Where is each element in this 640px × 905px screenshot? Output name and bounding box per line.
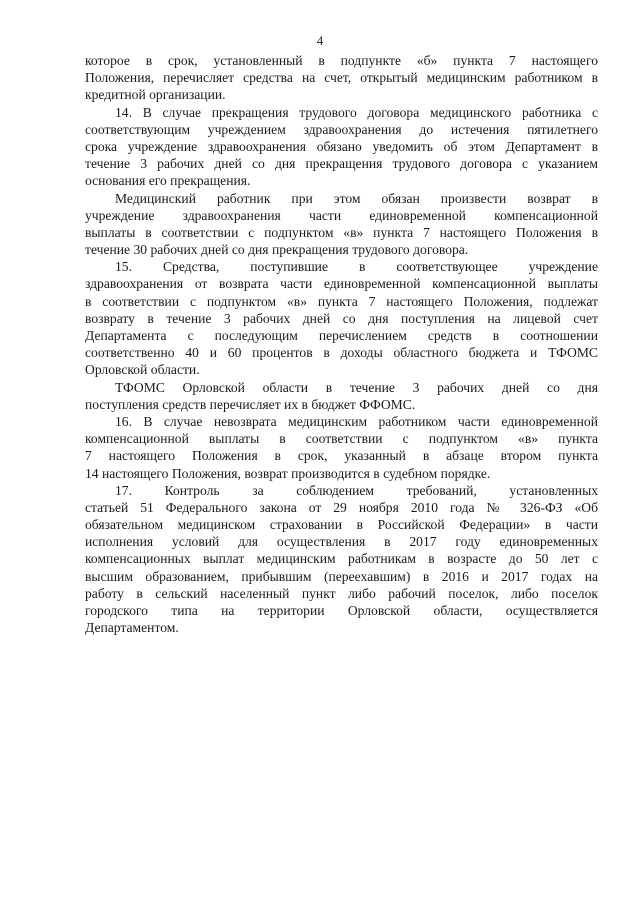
text-line: в соответствии с подпунктом «в» пункта 7 настоящего Положения, подлежат [85,293,598,309]
paragraph-tfoms [85,379,598,413]
text-line: высшим образованием, прибывшим (переехавшим) в 2016 и 2017 годах на [85,568,598,584]
text-line: 17. Контроль за соблюдением требований, установленных [115,482,598,498]
text-line: городского типа на территории Орловской области, осуществляется [85,603,598,618]
text-line: возврату в течение 3 рабочих дней со дня поступления на лицевой счет [85,310,598,326]
text-line: Медицинский работник при этом обязан произвести возврат в [115,190,598,206]
text-line: Департамента с последующим перечислением средств в соотношении [85,328,598,343]
paragraph-return-obligation [85,190,598,259]
paragraph-14 [85,104,598,190]
text-line: Орловской области. [85,362,200,378]
text-line: срока учреждение здравоохранения обязано уведомить об этом Департамент в [85,138,598,154]
text-line: соответствующим учреждением здравоохранения до истечения пятилетнего [85,121,598,137]
text-line: 14. В случае прекращения трудового договора медицинского работника с [115,104,598,120]
text-line: поступления средств перечисляет их в бюджет ФФОМС. [85,396,416,412]
document-body [85,52,598,636]
text-line: компенсационных выплат медицинским работникам в возрасте до 50 лет с [85,551,598,567]
text-line: соответственно 40 и 60 процентов в доходы областного бюджета и ТФОМС [85,345,598,361]
page-number: 4 [316,33,324,48]
paragraph-17 [85,482,598,637]
text-line: кредитной организации. [85,87,226,103]
paragraph-16 [85,413,598,482]
text-line: Положения, перечисляет средства на счет, открытый медицинским работником в [85,70,598,86]
text-line: ТФОМС Орловской области в течение 3 рабочих дней со дня [115,379,598,395]
text-line: учреждение здравоохранения части единовременной компенсационной [85,207,598,223]
text-line: 14 настоящего Положения, возврат производится в судебном порядке. [85,465,491,481]
paragraph-continuation [85,52,598,104]
text-line: Департаментом. [85,620,179,636]
text-line: исполнения условий для осуществления в 2017 году единовременных [85,534,598,550]
text-line: здравоохранения от возврата части единовременной компенсационной выплаты [85,276,598,292]
text-line: 16. В случае невозврата медицинским работником части единовременной [115,413,598,429]
text-line: которое в срок, установленный в подпункте «б» пункта 7 настоящего [85,53,598,68]
text-line: основания его прекращения. [85,173,251,189]
text-line: 7 настоящего Положения в срок, указанный в абзаце втором пункта [85,448,598,464]
text-line: обязательном медицинском страховании в Российской Федерации» в части [85,517,598,533]
text-line: статьей 51 Федерального закона от 29 ноября 2010 года № 326-ФЗ «Об [85,499,598,515]
text-line: течение 3 рабочих дней со дня прекращения трудового договора с указанием [85,156,598,172]
paragraph-15 [85,258,598,378]
text-line: компенсационной выплаты в соответствии с подпунктом «в» пункта [85,431,598,447]
text-line: 15. Средства, поступившие в соответствующее учреждение [115,259,598,275]
text-line: течение 30 рабочих дней со дня прекращения трудового договора. [85,242,469,258]
text-line: работу в сельский населенный пункт либо рабочий поселок, либо поселок [85,585,598,601]
text-line: выплаты в соответствии с подпунктом «в» пункта 7 настоящего Положения в [85,224,598,240]
